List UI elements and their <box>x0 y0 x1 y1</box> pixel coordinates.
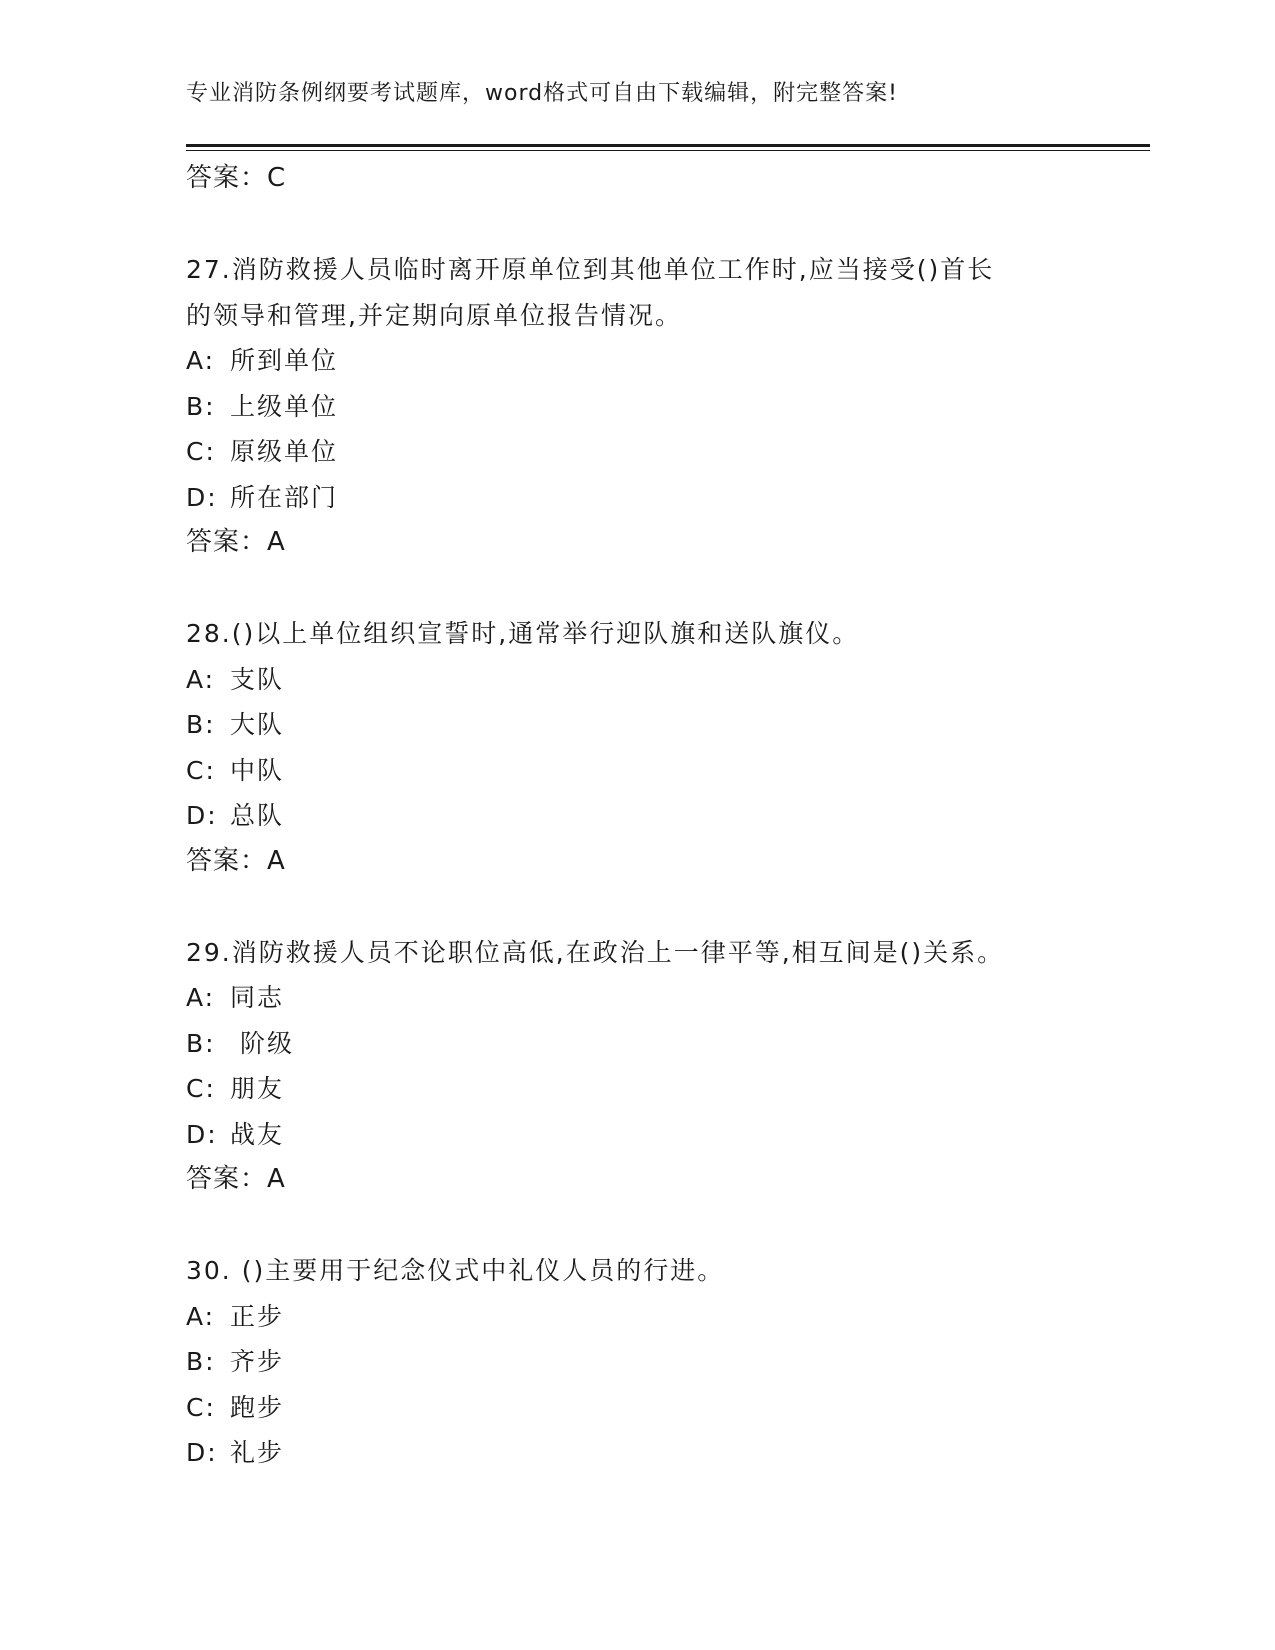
option-key: A: <box>186 664 216 694</box>
option-a <box>186 975 1086 1021</box>
previous-answer: 答案：C <box>186 163 287 193</box>
option-text: 所到单位 <box>230 346 339 375</box>
header-rule-thin <box>186 150 1150 151</box>
option-text: 总队 <box>230 801 285 830</box>
option-b <box>186 1339 1086 1385</box>
question-stem-line: 30. ()主要用于纪念仪式中礼仪人员的行进。 <box>186 1256 725 1285</box>
answer-line: 答案：A <box>186 527 286 557</box>
option-d <box>186 1112 1086 1158</box>
option-d <box>186 793 1086 839</box>
option-key: A: <box>186 983 216 1012</box>
question-stem-line: 28.()以上单位组织宣誓时,通常举行迎队旗和送队旗仪。 <box>186 619 860 648</box>
option-c <box>186 748 1086 794</box>
option-c <box>186 1066 1086 1112</box>
option-c <box>186 429 1086 475</box>
option-a <box>186 1294 1086 1340</box>
option-a <box>186 657 1086 703</box>
option-text: 跑步 <box>230 1392 285 1422</box>
option-b <box>186 702 1086 748</box>
option-key: A: <box>186 346 216 375</box>
answer-line: 答案：A <box>186 845 286 876</box>
option-a <box>186 338 1086 384</box>
page-header: 专业消防条例纲要考试题库，word格式可自由下载编辑，附完整答案! <box>186 81 898 106</box>
option-key: C: <box>186 1392 216 1422</box>
option-key: B: <box>186 1347 216 1376</box>
option-key: B: <box>186 391 216 421</box>
option-d <box>186 1430 1086 1476</box>
option-d <box>186 475 1086 521</box>
option-text: 中队 <box>230 755 285 785</box>
option-key: B: <box>186 710 216 739</box>
question-list <box>186 156 1086 1476</box>
question-28 <box>186 611 1086 884</box>
option-text: 支队 <box>230 664 285 694</box>
option-text: 齐步 <box>230 1347 285 1376</box>
question-29 <box>186 930 1086 1203</box>
option-text: 原级单位 <box>230 437 339 466</box>
option-key: C: <box>186 437 216 466</box>
option-key: D: <box>186 1119 218 1149</box>
option-text: 礼步 <box>230 1438 285 1467</box>
option-text: 同志 <box>230 983 285 1012</box>
option-key: C: <box>186 755 216 785</box>
option-text: 战友 <box>230 1119 285 1149</box>
option-text: 朋友 <box>230 1074 285 1103</box>
option-text: 正步 <box>230 1301 285 1331</box>
option-c <box>186 1385 1086 1431</box>
option-text: 所在部门 <box>230 482 339 512</box>
option-key: D: <box>186 1438 218 1467</box>
option-text: 阶级 <box>230 1028 294 1058</box>
option-key: D: <box>186 801 218 830</box>
question-27 <box>186 247 1086 566</box>
option-key: C: <box>186 1074 216 1103</box>
question-stem-line: 的领导和管理,并定期向原单位报告情况。 <box>186 300 682 330</box>
option-text: 大队 <box>230 710 285 739</box>
question-stem-line: 29.消防救援人员不论职位高低,在政治上一律平等,相互间是()关系。 <box>186 937 1005 967</box>
question-30 <box>186 1248 1086 1476</box>
option-key: D: <box>186 482 218 512</box>
option-b <box>186 384 1086 430</box>
header-rule-thick <box>186 144 1150 147</box>
question-stem-line: 27.消防救援人员临时离开原单位到其他单位工作时,应当接受()首长 <box>186 255 995 284</box>
option-text: 上级单位 <box>230 391 339 421</box>
option-key: B: <box>186 1028 216 1058</box>
option-key: A: <box>186 1301 216 1331</box>
option-b <box>186 1021 1086 1067</box>
answer-line: 答案：A <box>186 1164 286 1194</box>
